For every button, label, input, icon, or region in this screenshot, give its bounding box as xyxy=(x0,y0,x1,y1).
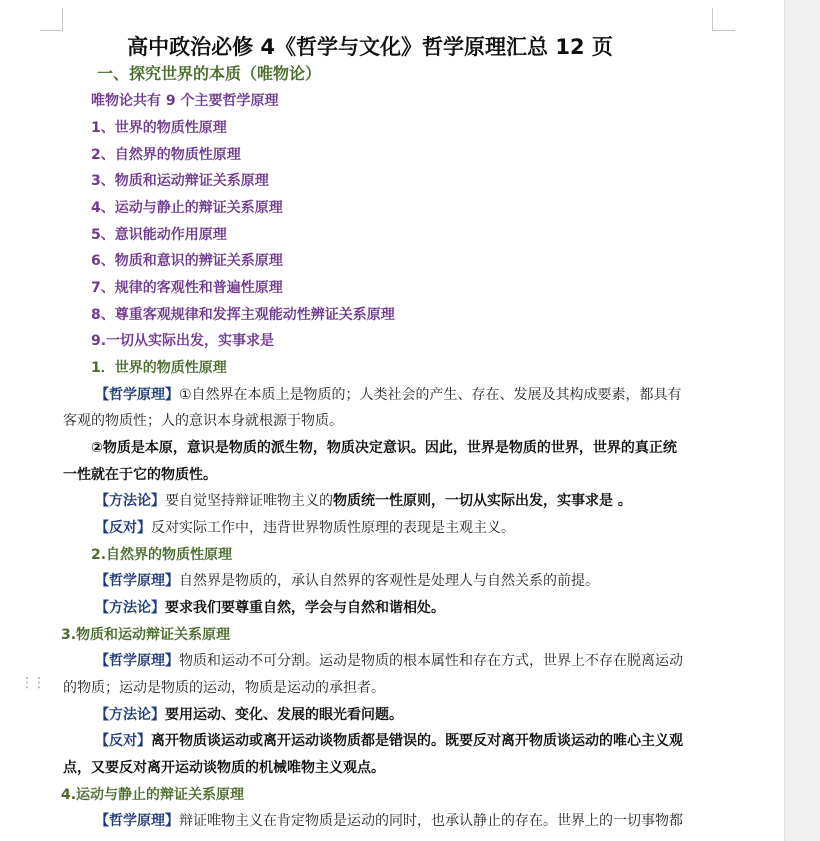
paragraph-text-bold: 要用运动、变化、发展的眼光看问题。 xyxy=(165,707,403,723)
paragraph-text: 自然界是物质的，承认自然界的客观性是处理人与自然关系的前提。 xyxy=(179,573,599,589)
drag-handle-icon[interactable]: ⋮⋮ xyxy=(20,675,44,691)
paragraph-line: 一性就在于它的物质性。 xyxy=(63,467,217,483)
principle-item: 6、物质和意识的辨证关系原理 xyxy=(91,253,283,269)
oppose-label: 【反对】 xyxy=(95,733,151,749)
paragraph-text: 反对实际工作中，违背世界物质性原理的表现是主观主义。 xyxy=(151,520,515,536)
vertical-scrollbar[interactable] xyxy=(784,0,820,841)
principle-item: 8、尊重客观规律和发挥主观能动性辨证关系原理 xyxy=(91,307,395,323)
paragraph-line: ②物质是本原，意识是物质的派生物，物质决定意识。因此，世界是物质的世界，世界的真正统 xyxy=(91,440,677,456)
principle-item: 4、运动与静止的辩证关系原理 xyxy=(91,200,283,216)
principle-label: 【哲学原理】 xyxy=(95,387,179,403)
paragraph-line xyxy=(95,810,683,830)
paragraph-text: ①自然界在本质上是物质的；人类社会的产生、存在、发展及其构成要素，都具有 xyxy=(179,387,682,403)
paragraph-line xyxy=(95,517,515,537)
subsection-heading: 1．世界的物质性原理 xyxy=(91,360,227,376)
paragraph-line xyxy=(95,384,682,404)
principle-label: 【哲学原理】 xyxy=(95,653,179,669)
paragraph-line xyxy=(95,490,632,510)
paragraph-line xyxy=(95,704,403,724)
paragraph-text: 辩证唯物主义在肯定物质是运动的同时，也承认静止的存在。世界上的一切事物都 xyxy=(179,813,683,829)
principle-label: 【哲学原理】 xyxy=(95,813,179,829)
methodology-label: 【方法论】 xyxy=(95,600,165,616)
principle-item: 2、自然界的物质性原理 xyxy=(91,147,241,163)
paragraph-line: 的物质；运动是物质的运动，物质是运动的承担者。 xyxy=(63,680,385,696)
principle-item: 1、世界的物质性原理 xyxy=(91,120,227,136)
paragraph-line: 客观的物质性；人的意识本身就根源于物质。 xyxy=(63,413,343,429)
principle-item: 7、规律的客观性和普遍性原理 xyxy=(91,280,283,296)
methodology-label: 【方法论】 xyxy=(95,707,165,723)
principle-item: 9.一切从实际出发，实事求是 xyxy=(91,333,275,349)
paragraph-text: 物质和运动不可分割。运动是物质的根本属性和存在方式，世界上不存在脱离运动 xyxy=(179,653,683,669)
paragraph-text-bold: 离开物质谈运动或离开运动谈物质都是错误的。既要反对离开物质谈运动的唯心主义观 xyxy=(151,733,683,749)
paragraph-line xyxy=(95,570,599,590)
page-margin-corner-top-right xyxy=(712,8,735,31)
paragraph-line: 点，又要反对离开运动谈物质的机械唯物主义观点。 xyxy=(63,760,385,776)
subsection-heading: 3.物质和运动辩证关系原理 xyxy=(61,627,231,643)
document-title: 高中政治必修 4《哲学与文化》哲学原理汇总 12 页 xyxy=(127,35,613,59)
paragraph-line xyxy=(95,650,683,670)
principles-intro: 唯物论共有 9 个主要哲学原理 xyxy=(91,93,279,109)
principle-item: 5、意识能动作用原理 xyxy=(91,227,227,243)
methodology-label: 【方法论】 xyxy=(95,493,165,509)
subsection-heading: 4.运动与静止的辩证关系原理 xyxy=(61,787,245,803)
section-heading: 一、探究世界的本质（唯物论） xyxy=(97,64,322,83)
paragraph-line xyxy=(95,597,445,617)
principle-label: 【哲学原理】 xyxy=(95,573,179,589)
paragraph-text-bold: 要求我们要尊重自然，学会与自然和谐相处。 xyxy=(165,600,445,616)
subsection-heading: 2.自然界的物质性原理 xyxy=(91,547,233,563)
principle-item: 3、物质和运动辩证关系原理 xyxy=(91,173,269,189)
paragraph-text-bold: 物质统一性原则，一切从实际出发，实事求是 。 xyxy=(333,493,632,509)
oppose-label: 【反对】 xyxy=(95,520,151,536)
paragraph-text: 要自觉坚持辩证唯物主义的 xyxy=(165,493,333,509)
paragraph-line xyxy=(95,730,683,750)
page-margin-corner-top-left xyxy=(40,8,63,31)
